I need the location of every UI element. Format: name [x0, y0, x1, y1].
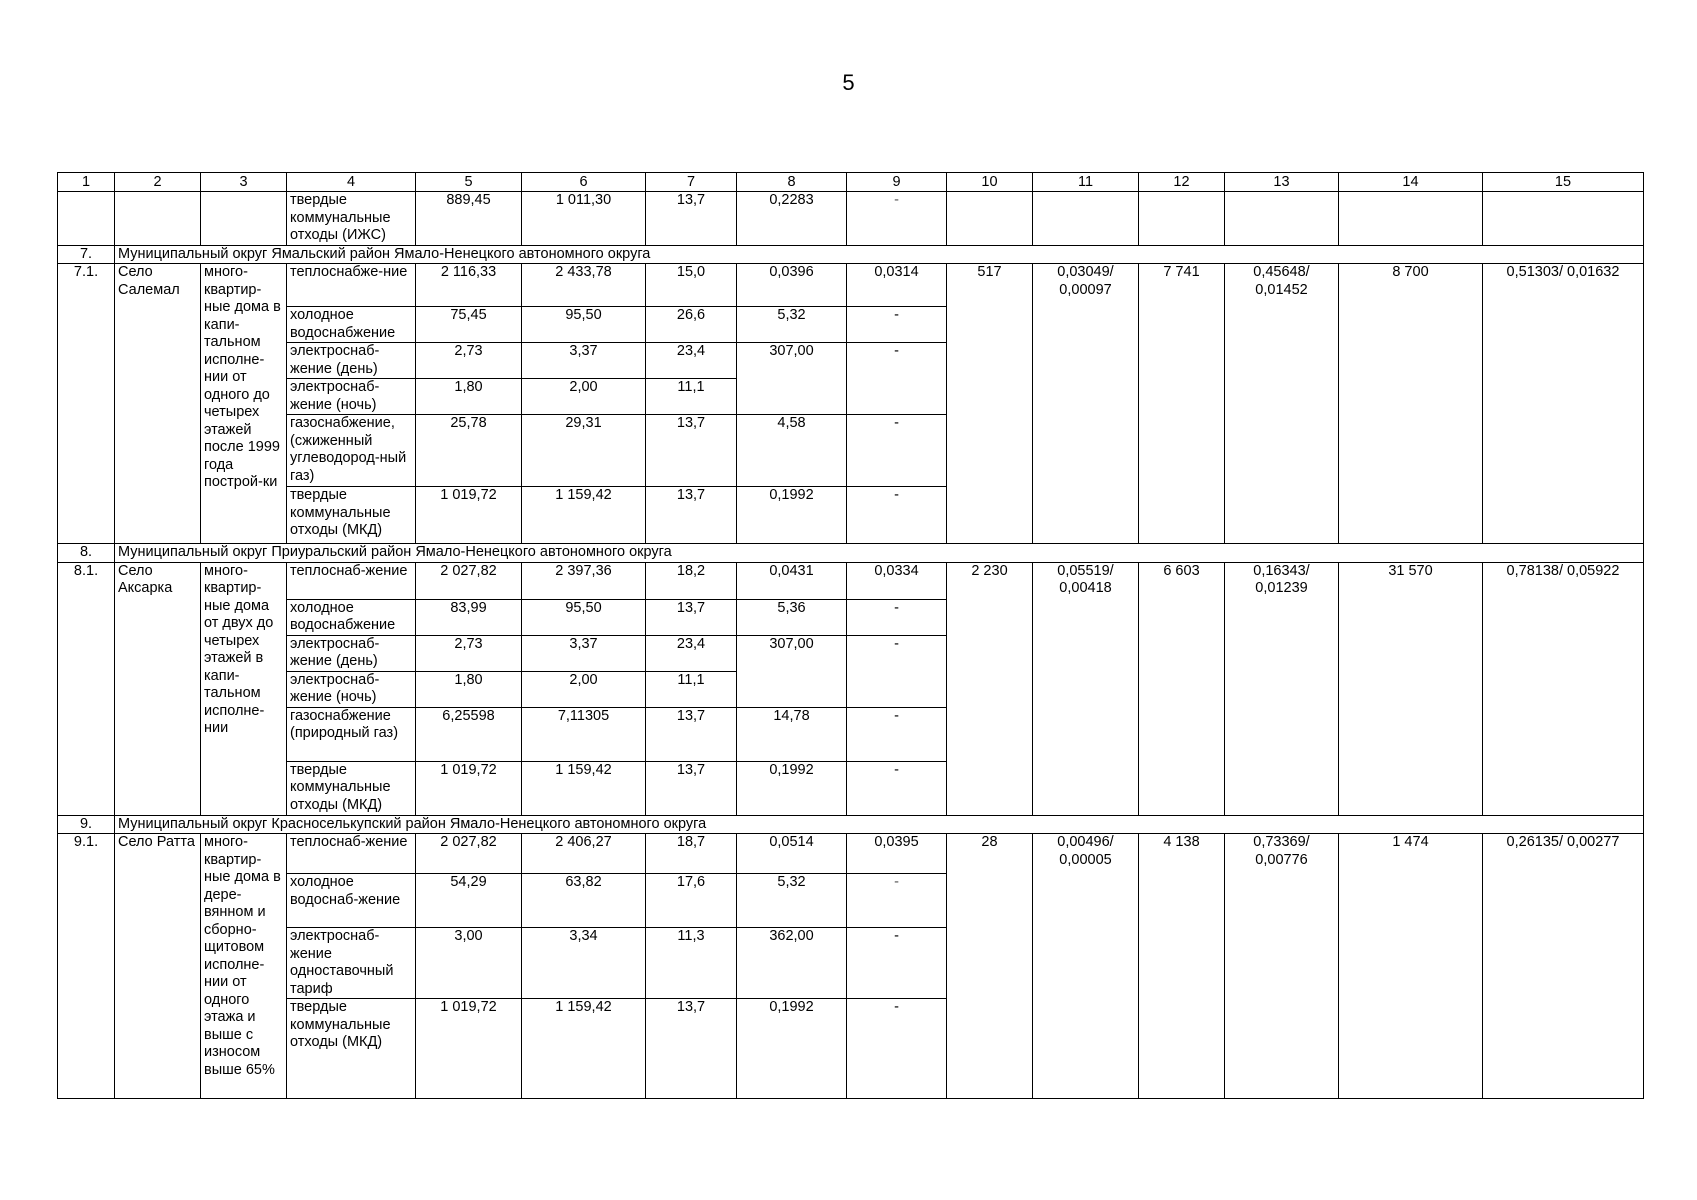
- value-cell: 1 159,42: [522, 487, 646, 544]
- subsection-number: 8.1.: [58, 562, 115, 815]
- value-cell: 95,50: [522, 599, 646, 635]
- subsection-number: 9.1.: [58, 834, 115, 1099]
- value-cell: 2 397,36: [522, 562, 646, 599]
- value-cell: 1 474: [1339, 834, 1483, 1099]
- service-cell: газоснабжение, (сжиженный углеводород-ный газ): [287, 415, 416, 487]
- value-cell: 1 019,72: [416, 761, 522, 815]
- value-cell: 0,45648/ 0,01452: [1225, 264, 1339, 544]
- header-cell: 8: [737, 173, 847, 192]
- value-cell: 11,3: [646, 928, 737, 999]
- value-cell: 31 570: [1339, 562, 1483, 815]
- value-cell: 26,6: [646, 307, 737, 343]
- service-cell: твердые коммунальные отходы (МКД): [287, 487, 416, 544]
- header-cell: 2: [115, 173, 201, 192]
- value-cell: 3,00: [416, 928, 522, 999]
- value-cell: 4,58: [737, 415, 847, 487]
- value-cell: 0,1992: [737, 487, 847, 544]
- value-cell: 13,7: [646, 599, 737, 635]
- header-cell: 4: [287, 173, 416, 192]
- service-cell: электроснаб-жение (ночь): [287, 379, 416, 415]
- header-cell: 6: [522, 173, 646, 192]
- value-cell: 0,51303/ 0,01632: [1483, 264, 1644, 544]
- value-cell: 23,4: [646, 343, 737, 379]
- value-cell: 0,0396: [737, 264, 847, 307]
- section-row: [58, 544, 1644, 563]
- value-cell: -: [847, 343, 947, 415]
- value-cell: 0,1992: [737, 999, 847, 1099]
- value-cell: 307,00: [737, 343, 847, 415]
- value-cell: 307,00: [737, 635, 847, 707]
- service-cell: электроснаб-жение (день): [287, 343, 416, 379]
- section-title: Муниципальный округ Красноселькупский район Ямало-Ненецкого автономного округа: [115, 815, 1644, 834]
- value-cell: -: [847, 874, 947, 928]
- value-cell: 1 019,72: [416, 487, 522, 544]
- service-cell: электроснаб-жение (ночь): [287, 671, 416, 707]
- value-cell: -: [847, 599, 947, 635]
- value-cell: 0,0431: [737, 562, 847, 599]
- housing-type: много-квартир-ные дома в дере-вянном и сборно-щитовом исполне-нии от одного этажа и выше с износом выше 65%: [201, 834, 287, 1099]
- housing-type: много-квартир-ные дома в капи-тальном исполне-нии от одного до четырех этажей после 1999 года построй-ки: [201, 264, 287, 544]
- header-cell: 13: [1225, 173, 1339, 192]
- value-cell: 3,37: [522, 635, 646, 671]
- value-cell: 28: [947, 834, 1033, 1099]
- value-cell: 5,32: [737, 874, 847, 928]
- settlement-name: Село Салемал: [115, 264, 201, 544]
- service-cell: теплоснабже-ние: [287, 264, 416, 307]
- page-number: 5: [842, 70, 855, 95]
- header-cell: 10: [947, 173, 1033, 192]
- header-cell: 3: [201, 173, 287, 192]
- housing-type: много-квартир-ные дома от двух до четырех этажей в капи-тальном исполне-нии: [201, 562, 287, 815]
- value-cell: 1 159,42: [522, 999, 646, 1099]
- value-cell: 1 159,42: [522, 761, 646, 815]
- table-row: [58, 192, 1644, 246]
- header-cell: 15: [1483, 173, 1644, 192]
- value-cell: 0,2283: [737, 192, 847, 246]
- value-cell: 17,6: [646, 874, 737, 928]
- value-cell: 13,7: [646, 415, 737, 487]
- value-cell: -: [847, 928, 947, 999]
- value-cell: 95,50: [522, 307, 646, 343]
- service-cell: холодное водоснабжение: [287, 599, 416, 635]
- section-row: [58, 245, 1644, 264]
- section-row: [58, 815, 1644, 834]
- service-cell: электроснаб-жение одноставочный тариф: [287, 928, 416, 999]
- value-cell: 0,00496/ 0,00005: [1033, 834, 1139, 1099]
- value-cell: 29,31: [522, 415, 646, 487]
- value-cell: 2,73: [416, 635, 522, 671]
- section-title: Муниципальный округ Ямальский район Ямало-Ненецкого автономного округа: [115, 245, 1644, 264]
- value-cell: 889,45: [416, 192, 522, 246]
- value-cell: 5,32: [737, 307, 847, 343]
- table-row: [58, 562, 1644, 599]
- value-cell: -: [847, 761, 947, 815]
- value-cell: 63,82: [522, 874, 646, 928]
- section-number: 8.: [58, 544, 115, 563]
- value-cell: 2 027,82: [416, 562, 522, 599]
- value-cell: 0,05519/ 0,00418: [1033, 562, 1139, 815]
- service-cell: теплоснаб-жение: [287, 562, 416, 599]
- value-cell: 0,26135/ 0,00277: [1483, 834, 1644, 1099]
- value-cell: 2,00: [522, 671, 646, 707]
- value-cell: 362,00: [737, 928, 847, 999]
- header-cell: 11: [1033, 173, 1139, 192]
- service-cell: холодное водоснаб-жение: [287, 874, 416, 928]
- service-cell: газоснабжение (природный газ): [287, 707, 416, 761]
- value-cell: 0,0514: [737, 834, 847, 874]
- value-cell: 2,73: [416, 343, 522, 379]
- value-cell: 6,25598: [416, 707, 522, 761]
- value-cell: 2,00: [522, 379, 646, 415]
- value-cell: 0,0314: [847, 264, 947, 307]
- value-cell: 0,1992: [737, 761, 847, 815]
- value-cell: 0,78138/ 0,05922: [1483, 562, 1644, 815]
- value-cell: 25,78: [416, 415, 522, 487]
- value-cell: 0,0334: [847, 562, 947, 599]
- value-cell: 11,1: [646, 671, 737, 707]
- value-cell: 1,80: [416, 379, 522, 415]
- value-cell: 83,99: [416, 599, 522, 635]
- value-cell: 4 138: [1139, 834, 1225, 1099]
- value-cell: 3,34: [522, 928, 646, 999]
- settlement-name: Село Ратта: [115, 834, 201, 1099]
- value-cell: -: [847, 707, 947, 761]
- value-cell: 7,11305: [522, 707, 646, 761]
- value-cell: 13,7: [646, 487, 737, 544]
- table-row: [58, 264, 1644, 307]
- value-cell: 2 230: [947, 562, 1033, 815]
- header-cell: 9: [847, 173, 947, 192]
- value-cell: 13,7: [646, 707, 737, 761]
- value-cell: 1,80: [416, 671, 522, 707]
- value-cell: 13,7: [646, 192, 737, 246]
- header-cell: 5: [416, 173, 522, 192]
- header-cell: 1: [58, 173, 115, 192]
- value-cell: 517: [947, 264, 1033, 544]
- service-cell: твердые коммунальные отходы (МКД): [287, 999, 416, 1099]
- value-cell: 0,0395: [847, 834, 947, 874]
- section-number: 9.: [58, 815, 115, 834]
- header-cell: 12: [1139, 173, 1225, 192]
- service-cell: твердые коммунальные отходы (ИЖС): [287, 192, 416, 246]
- value-cell: 11,1: [646, 379, 737, 415]
- subsection-number: 7.1.: [58, 264, 115, 544]
- value-cell: 14,78: [737, 707, 847, 761]
- value-cell: 2 433,78: [522, 264, 646, 307]
- section-title: Муниципальный округ Приуральский район Ямало-Ненецкого автономного округа: [115, 544, 1644, 563]
- value-cell: -: [847, 415, 947, 487]
- value-cell: 0,73369/ 0,00776: [1225, 834, 1339, 1099]
- header-cell: 14: [1339, 173, 1483, 192]
- header-cell: 7: [646, 173, 737, 192]
- service-cell: электроснаб-жение (день): [287, 635, 416, 671]
- value-cell: -: [847, 307, 947, 343]
- value-cell: 2 027,82: [416, 834, 522, 874]
- value-cell: 7 741: [1139, 264, 1225, 544]
- table-header-row: [58, 173, 1644, 192]
- value-cell: -: [847, 999, 947, 1099]
- value-cell: 6 603: [1139, 562, 1225, 815]
- value-cell: 0,16343/ 0,01239: [1225, 562, 1339, 815]
- value-cell: -: [847, 635, 947, 707]
- section-number: 7.: [58, 245, 115, 264]
- service-cell: теплоснаб-жение: [287, 834, 416, 874]
- value-cell: -: [847, 487, 947, 544]
- value-cell: 75,45: [416, 307, 522, 343]
- value-cell: -: [847, 192, 947, 246]
- service-cell: холодное водоснабжение: [287, 307, 416, 343]
- tariff-table: [57, 172, 1644, 1099]
- value-cell: 8 700: [1339, 264, 1483, 544]
- value-cell: 5,36: [737, 599, 847, 635]
- value-cell: 18,7: [646, 834, 737, 874]
- value-cell: 23,4: [646, 635, 737, 671]
- table-row: [58, 834, 1644, 874]
- value-cell: 54,29: [416, 874, 522, 928]
- value-cell: 13,7: [646, 761, 737, 815]
- value-cell: 1 011,30: [522, 192, 646, 246]
- value-cell: 2 116,33: [416, 264, 522, 307]
- settlement-name: Село Аксарка: [115, 562, 201, 815]
- value-cell: 3,37: [522, 343, 646, 379]
- value-cell: 0,03049/ 0,00097: [1033, 264, 1139, 544]
- value-cell: 15,0: [646, 264, 737, 307]
- value-cell: 2 406,27: [522, 834, 646, 874]
- service-cell: твердые коммунальные отходы (МКД): [287, 761, 416, 815]
- value-cell: 1 019,72: [416, 999, 522, 1099]
- value-cell: 13,7: [646, 999, 737, 1099]
- value-cell: 18,2: [646, 562, 737, 599]
